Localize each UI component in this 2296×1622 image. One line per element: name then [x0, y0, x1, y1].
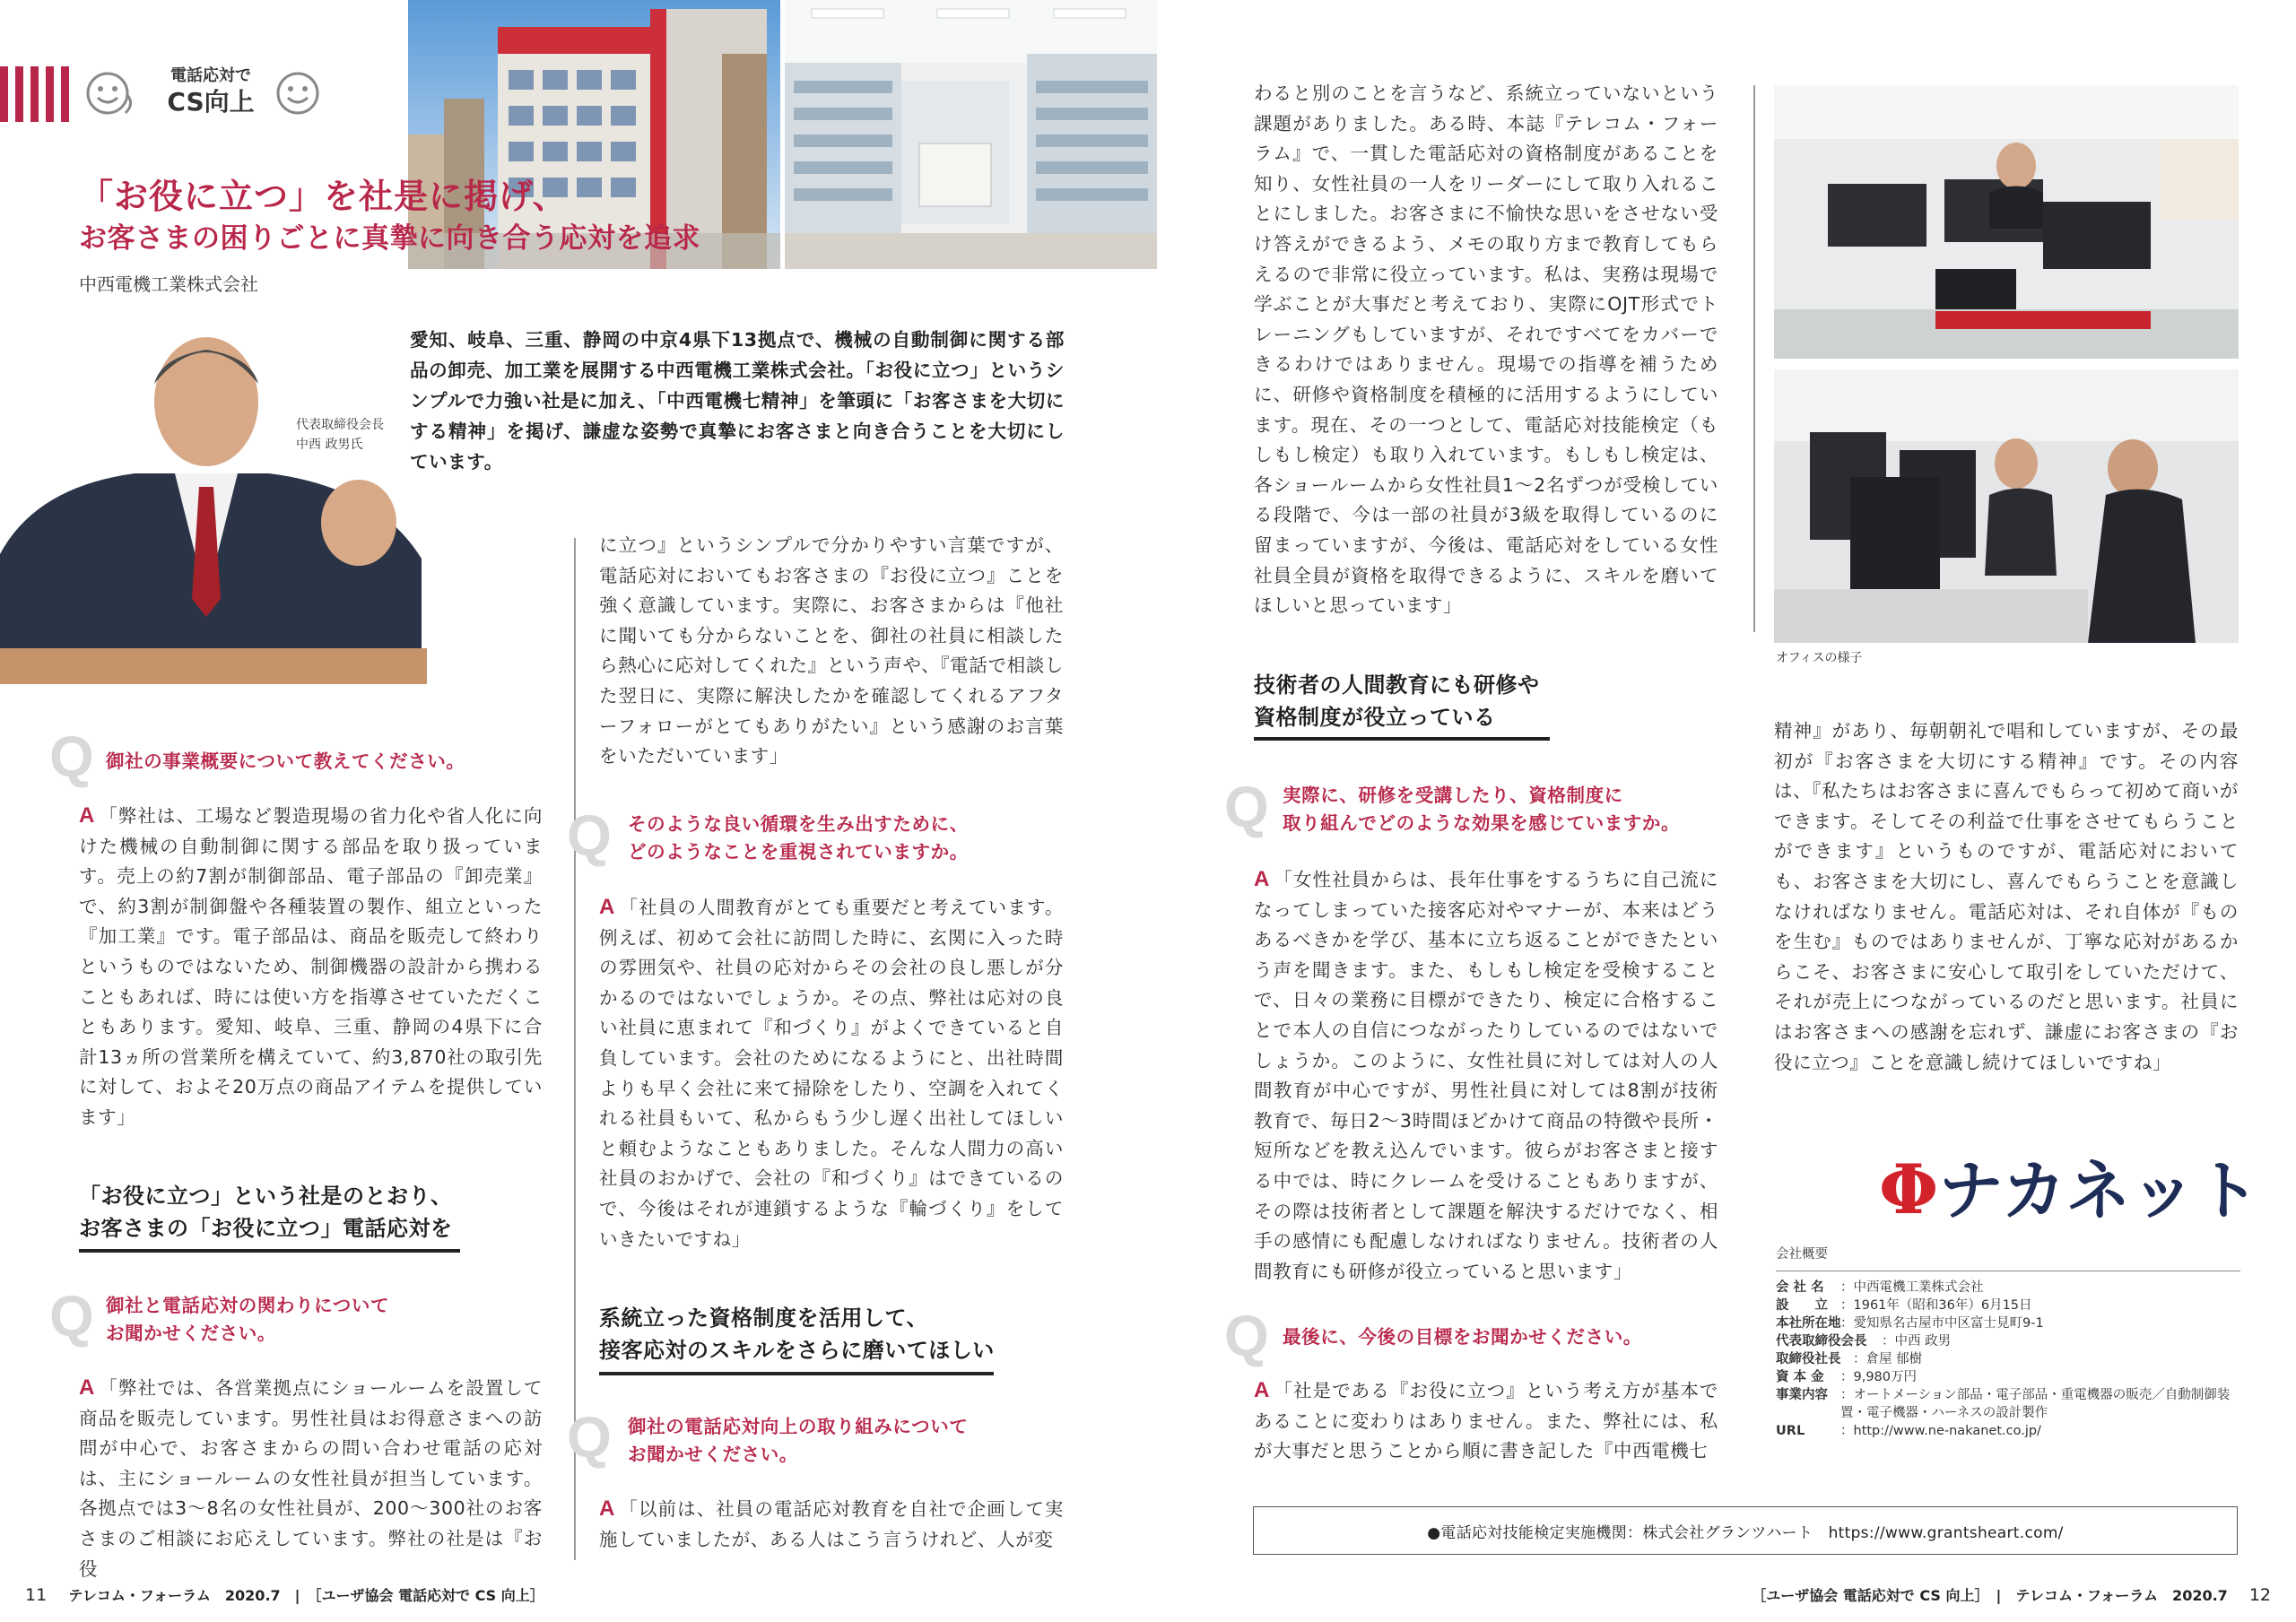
subheading-1-line1: 「お役に立つ」という社是のとおり、	[79, 1184, 453, 1209]
a-mark: A	[79, 803, 95, 828]
answer-1-text: 「弊社は、工場など製造現場の省力化や省人化に向けた機械の自動制御に関する部品を取り扱っています。売上の約7割が制御部品、電子部品の『卸売業』で、約3割が制御盤や各種装置の製作、組立といった『加工業』です。電子部品は、商品を販売して終わりというものではないため、制御機器の設計から携わることもあれば、時には使い方を指導させていただくこともあります。愛知、岐阜、三重、静岡の4県下に合計13ヵ所の営業所を構えていて、約3,870社の取引先に対して、およそ20万点の商品アイテムを提供しています」	[79, 805, 543, 1128]
answer-3-text: 「社員の人間教育がとても重要だと考えています。例えば、初めて会社に訪問した時に、玄関に入った時の雰囲気や、社員の応対からその会社の良し悪しが分かるのではないでしょうか。その点、弊社は応対の良い社員に恵まれて『和づくり』がよくできていると自負しています。会社のためになるようにと、出社時間よりも早く会社に来て掃除をしたり、空調を入れてくれる社員もいて、私からもう少し遅く出社してほしいと頼むようなこともありました。そんな人間力の高い社員のおかげで、会社の『和づくり』はできているので、今後はそれが連鎖するような『輪づくり』をしていきたいですね」	[599, 897, 1064, 1250]
subheading-3-line2: 資格制度が役立っている	[1254, 705, 1496, 730]
question-5-line1: 実際に、研修を受講したり、資格制度に	[1283, 785, 1623, 806]
president-name: 中西 政男氏	[296, 438, 363, 452]
page-number-right: 12	[2248, 1585, 2271, 1605]
q-mark: Q	[567, 1405, 612, 1470]
company-info-row: 本社所在地 ：愛知県名古屋市中区富士見町9-1	[1776, 1316, 2044, 1331]
a-mark: A	[1254, 867, 1270, 891]
answer-4	[599, 1494, 1064, 1555]
a-mark: A	[599, 895, 615, 919]
section-title	[144, 66, 278, 118]
subheading-1-line2: お客さまの「お役に立つ」電話応対を	[79, 1216, 453, 1241]
answer-2-continued: に立つ』というシンプルで分かりやすい言葉ですが、電話応対においてもお客さまの『お役に立つ』ことを強く意識しています。実際に、お客さまからは『他社に聞いても分からないことを、御社の社員に相談したら熱心に応対してくれた』という声や、『電話で相談した翌日に、実際に解決したかを確認してくれるアフターフォローがとてもありがたい』という感謝のお言葉をいただいています」	[599, 534, 1064, 768]
question-6: 最後に、今後の目標をお聞かせください。	[1283, 1326, 1642, 1348]
a-mark: A	[1254, 1378, 1270, 1402]
answer-6-text: 「社是である『お役に立つ』という考え方が基本であることに変わりはありません。また、弊社には、私が大事だと思うことから順に書き記した『中西電機七	[1254, 1380, 1718, 1462]
answer-3	[599, 892, 1064, 1254]
answer-2-text: 「弊社では、各営業拠点にショールームを設置して商品を販売しています。男性社員はお得意さまへの訪問が中心で、お客さまからの問い合わせ電話の応対は、主にショールームの女性社員が担当しています。各拠点では3〜8名の女性社員が、200〜300社のお客さまのご相談にお応えしています。弊社の社是は『お役	[79, 1377, 543, 1580]
president-caption	[296, 415, 384, 455]
office-photo-1	[1774, 85, 2239, 359]
answer-1	[79, 801, 543, 1133]
office-caption: オフィスの様子	[1776, 651, 1863, 665]
nakanet-logo	[1879, 1149, 2260, 1231]
a-mark: A	[79, 1375, 95, 1400]
q-mark: Q	[49, 1284, 94, 1349]
section-stripes	[0, 66, 72, 122]
subheading-2-line2: 接客応対のスキルをさらに磨いてほしい	[599, 1338, 995, 1363]
answer-5	[1254, 864, 1718, 1287]
subheading-2	[599, 1302, 995, 1366]
footer-right	[1752, 1585, 2271, 1606]
column-rule-2	[1753, 85, 1755, 632]
company-info-row: 事業内容 ：オートメーション部品・電子部品・重電機器の販売／自動制御装置・電子機器・ハーネスの設計製作	[1776, 1388, 2231, 1420]
president-photo	[0, 330, 427, 684]
question-3	[628, 811, 969, 866]
company-info-table	[1776, 1279, 2240, 1440]
subheading-3-rule	[1254, 737, 1550, 741]
subheading-1	[79, 1180, 453, 1245]
showroom-photo	[785, 0, 1157, 269]
answer-4-continued: わると別のことを言うなど、系統立っていないという課題がありました。ある時、本誌『テレコム・フォーラム』で、一貫した電話応対の資格制度があることを知り、女性社員の一人をリーダーにして取り入れることにしました。お客さまに不愉快な思いをさせない受け答えができるよう、メモの取り方まで教育してもらえるので非常に役立っています。私は、実務は現場で学ぶことが大事だと考えており、実際にOJT形式でトレーニングもしていますが、それですべてをカバーできるわけではありません。現場での指導を補うために、研修や資格制度を積極的に活用するようにしています。現在、その一つとして、電話応対技能検定（もしもし検定）も取り入れています。もしもし検定は、各ショールームから女性社員1〜2名ずつが受検している段階で、今は一部の社員が3級を取得しているのに留まっていますが、今後は、電話応対をしている女性社員全員が資格を取得できるように、スキルを磨いてほしいと思っています」	[1254, 82, 1718, 617]
answer-6	[1254, 1375, 1718, 1467]
president-role: 代表取締役会長	[296, 418, 384, 432]
title-line2: お客さまの困りごとに真摯に向き合う応対を追求	[79, 222, 700, 255]
title-line1: 「お役に立つ」を社是に掲げ、	[79, 177, 568, 216]
question-2-line2: お聞かせください。	[106, 1323, 276, 1344]
company-info-row: URL ：http://www.ne-nakanet.co.jp/	[1776, 1422, 2240, 1440]
subheading-1-rule	[79, 1249, 460, 1253]
a-mark: A	[599, 1496, 615, 1521]
question-4-line2: お聞かせください。	[628, 1444, 798, 1465]
company-info-title: 会社概要	[1776, 1247, 1828, 1262]
subheading-3-line1: 技術者の人間教育にも研修や	[1254, 672, 1540, 698]
nakanet-mark: Φ	[1879, 1149, 1939, 1229]
nakanet-text: ナカネット	[1938, 1153, 2260, 1228]
company-name: 中西電機工業株式会社	[79, 273, 258, 295]
article-title	[79, 174, 700, 258]
footer-left-text: テレコム・フォーラム 2020.7 | ［ユーザ協会 電話応対で CS 向上］	[68, 1587, 544, 1604]
company-url[interactable]: ：http://www.ne-nakanet.co.jp/	[1840, 1424, 2041, 1438]
q-mark: Q	[49, 724, 94, 789]
page-number-left: 11	[25, 1585, 48, 1605]
question-1: 御社の事業概要について教えてください。	[106, 750, 465, 772]
subheading-3	[1254, 669, 1540, 733]
question-5	[1283, 782, 1680, 837]
answer-2	[79, 1373, 543, 1584]
question-4	[628, 1413, 968, 1469]
q-mark: Q	[567, 803, 612, 868]
smile-icon	[273, 68, 323, 118]
company-info-row: 代表取締役会長 ：中西 政男	[1776, 1334, 1952, 1349]
answer-4-text: 「以前は、社員の電話応対教育を自社で企画して実施していましたが、ある人はこう言うけれど、人が変	[599, 1498, 1064, 1550]
q-mark: Q	[1224, 775, 1269, 839]
footer-left	[25, 1585, 544, 1606]
subheading-2-line1: 系統立った資格制度を活用して、	[599, 1305, 929, 1331]
lead-paragraph: 愛知、岐阜、三重、静岡の中京4県下13拠点で、機械の自動制御に関する部品の卸売、加工業を展開する中西電機工業株式会社。「お役に立つ」というシンプルで力強い社是に加え、「中西電機七精神」を筆頭に「お客さまを大切にする精神」を掲げ、謙虚な姿勢で真摯にお客さまと向き合うことを大切にしています。	[410, 329, 1065, 473]
question-3-line1: そのような良い循環を生み出すために、	[628, 813, 969, 835]
office-photo-2	[1774, 369, 2239, 643]
answer-5-text: 「女性社員からは、長年仕事をするうちに自己流になってしまっていた接客応対やマナーが、本来はどうあるべきかを学び、基本に立ち返ることができたという声を聞きます。また、もしもし検定を受検することで、日々の業務に目標ができたり、検定に合格することで本人の自信につながったりしているのではないでしょうか。このように、女性社員に対しては対人の人間教育が中心ですが、男性社員に対しては8割が技術教育で、毎日2〜3時間ほどかけて商品の特徴や長所・短所などを教え込んでいます。彼らがお客さまと接する中では、時にクレームを受けることもありますが、その際は技術者として課題を解決するだけでなく、相手の感情にも配慮しなければなりません。技術者の人間教育にも研修が役立っていると思います」	[1254, 869, 1718, 1282]
company-info-row: 設 立 ：1961年（昭和36年）6月15日	[1776, 1298, 2032, 1313]
subheading-2-rule	[599, 1372, 994, 1375]
company-info-row: 資 本 金 ：9,980万円	[1776, 1370, 1918, 1384]
company-info-row: 取締役社長 ：倉屋 郁樹	[1776, 1352, 1923, 1366]
question-3-line2: どのようなことを重視されていますか。	[628, 841, 969, 863]
answer-6-continued: 精神』があり、毎朝朝礼で唱和していますが、その最初が『お客さまを大切にする精神』です。その内容は、『私たちはお客さまに喜んでもらって初めて商いができます。そしてその利益で仕事をさせてもらうことができます』というものですが、電話応対においても、お客さまを大切にし、喜んでもらうことを意識しなければなりません。電話応対は、それ自体が『ものを生む』ものではありませんが、丁寧な応対があるからこそ、お客さまに安心して取引をしていただけて、それが売上につながっているのだと思います。社員にはお客さまへの感謝を忘れず、謙虚にお客さまの『お役に立つ』ことを意識し続けてほしいですね」	[1774, 720, 2239, 1073]
question-4-line1: 御社の電話応対向上の取り組みについて	[628, 1416, 969, 1437]
exam-note-box	[1253, 1506, 2238, 1555]
company-info-row: 会 社 名 ：中西電機工業株式会社	[1776, 1280, 1984, 1295]
exam-note-text: ●電話応対技能検定実施機関：株式会社グランツハート https://www.grantsheart.com/	[1427, 1523, 2064, 1542]
smile-phone-icon	[83, 68, 136, 118]
question-2-line1: 御社と電話応対の関わりについて	[106, 1295, 390, 1316]
section-title-line2: CS向上	[167, 87, 255, 117]
question-5-line2: 取り組んでどのような効果を感じていますか。	[1283, 812, 1681, 834]
q-mark: Q	[1224, 1304, 1269, 1368]
question-2	[106, 1292, 389, 1348]
footer-right-text: ［ユーザ協会 電話応対で CS 向上］ | テレコム・フォーラム 2020.7	[1752, 1587, 2228, 1604]
section-title-line1: 電話応対で	[170, 66, 251, 85]
